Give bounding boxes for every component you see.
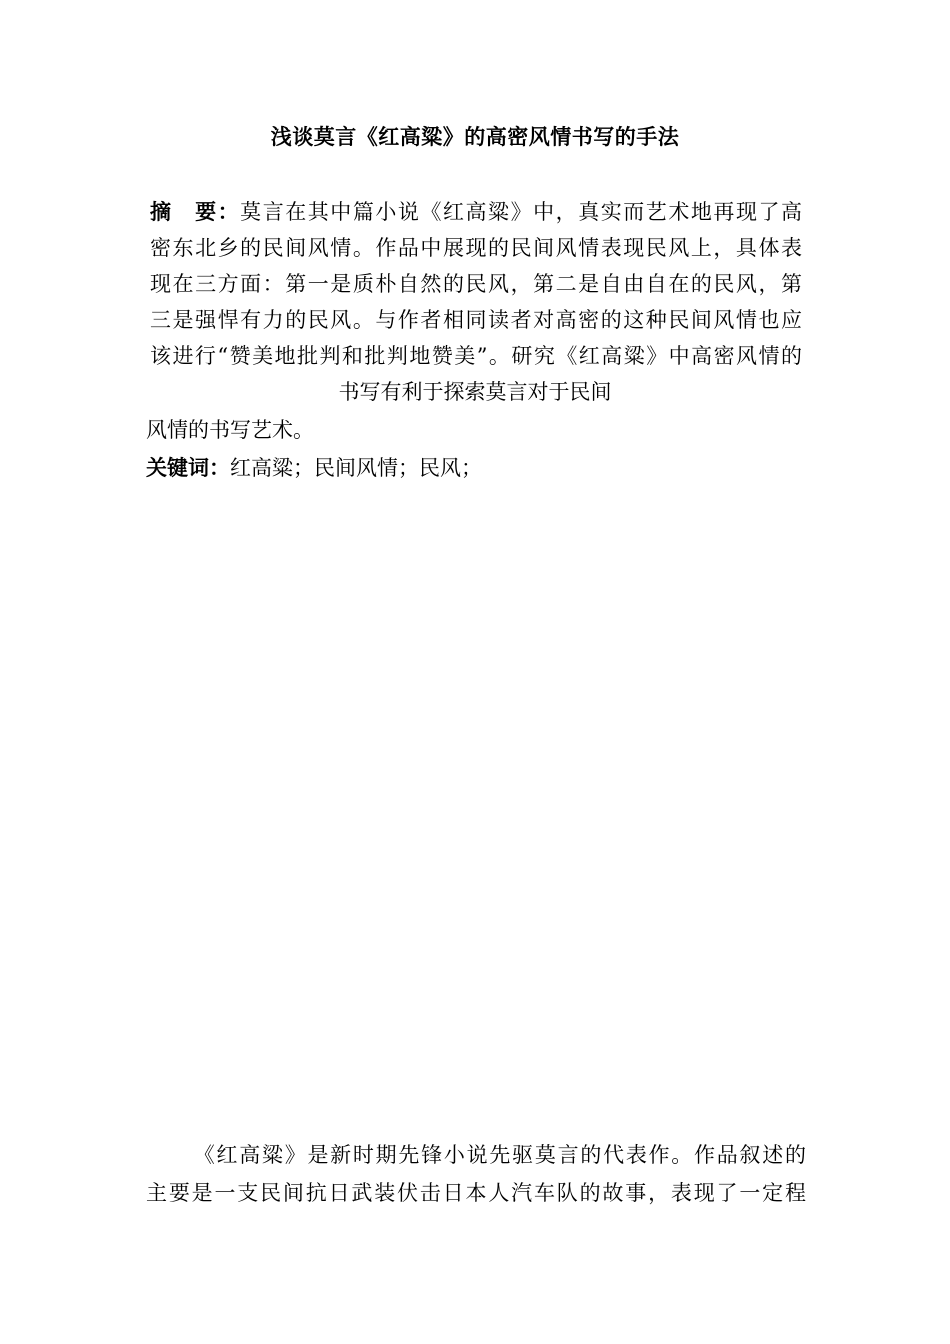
abstract-line: 现在三方面：第一是质朴自然的民风，第二是自由自在的民风，第: [150, 272, 802, 296]
body-line-text: 《红高粱》是新时期先锋小说先驱莫言的代表作。作品叙述的: [192, 1143, 806, 1167]
body-line: [146, 1136, 806, 1174]
abstract-line: 密东北乡的民间风情。作品中展现的民间风情表现民风上，具体表: [150, 236, 802, 260]
body-paragraph: [146, 1136, 806, 1212]
abstract-paragraph: [150, 194, 802, 374]
document-title: 浅谈莫言《红高粱》的高密风情书写的手法: [270, 125, 680, 149]
keywords-value: 红高粱；民间风情；民风；: [230, 456, 482, 480]
keywords-line: [146, 450, 482, 486]
keywords-label: 关键词：: [146, 456, 230, 480]
abstract-text: 莫言在其中篇小说《红高粱》中，真实而艺术地再现了高: [240, 200, 803, 224]
abstract-final-line: 风情的书写艺术。: [146, 418, 314, 442]
abstract-line: 该进行“赞美地批判和批判地赞美”。研究《红高粱》中高密风情的: [150, 344, 802, 368]
abstract-label: 摘 要：: [150, 200, 241, 224]
abstract-line: 三是强悍有力的民风。与作者相同读者对高密的这种民间风情也应: [150, 308, 802, 332]
body-line: 主要是一支民间抗日武装伏击日本人汽车队的故事，表现了一定程: [146, 1181, 806, 1205]
abstract-line: [150, 194, 802, 230]
abstract-centered-line: 书写有利于探索莫言对于民间: [338, 380, 612, 404]
